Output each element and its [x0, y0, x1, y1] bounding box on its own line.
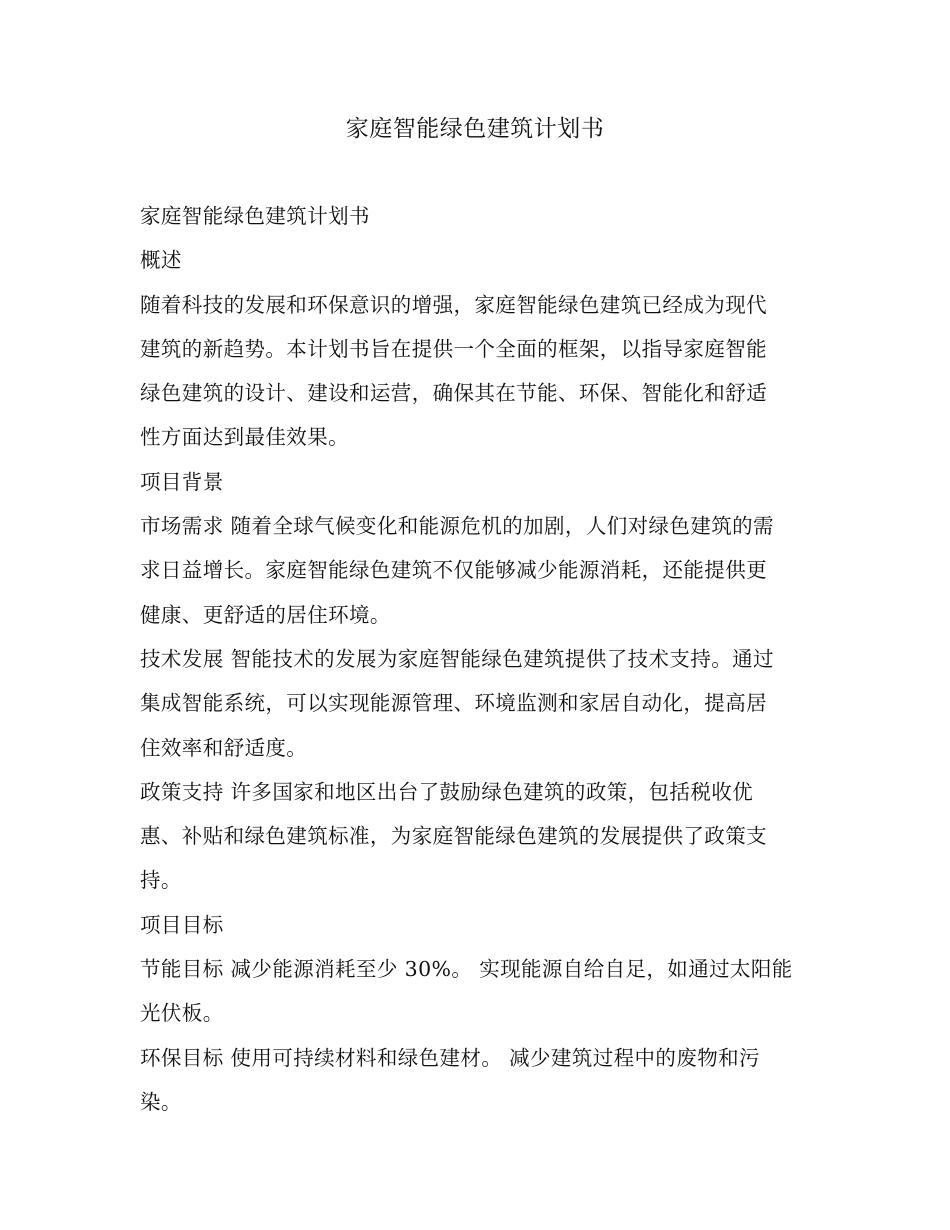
paragraph-line: 求日益增长。家庭智能绿色建筑不仅能够减少能源消耗，还能提供更	[140, 558, 767, 583]
document-body	[140, 194, 810, 1124]
paragraph-line: 染。	[140, 1089, 182, 1114]
section-heading-goals: 项目目标	[140, 912, 224, 937]
paragraph-line: 技术发展 智能技术的发展为家庭智能绿色建筑提供了技术支持。通过	[140, 646, 774, 671]
body-heading: 家庭智能绿色建筑计划书	[140, 204, 370, 228]
document-title: 家庭智能绿色建筑计划书	[345, 116, 605, 142]
paragraph-line: 政策支持 许多国家和地区出台了鼓励绿色建筑的政策，包括税收优	[140, 779, 754, 804]
section-heading-overview: 概述	[140, 248, 182, 273]
paragraph-line: 持。	[140, 868, 182, 893]
paragraph-line: 惠、补贴和绿色建筑标准，为家庭智能绿色建筑的发展提供了政策支	[140, 824, 767, 849]
paragraph-line: 环保目标 使用可持续材料和绿色建材。 减少建筑过程中的废物和污	[140, 1045, 760, 1070]
paragraph-line: 建筑的新趋势。本计划书旨在提供一个全面的框架，以指导家庭智能	[140, 336, 767, 361]
paragraph-line: 随着科技的发展和环保意识的增强，家庭智能绿色建筑已经成为现代	[140, 292, 767, 317]
paragraph-line: 市场需求 随着全球气候变化和能源危机的加剧，人们对绿色建筑的需	[140, 514, 774, 539]
paragraph-line: 健康、更舒适的居住环境。	[140, 602, 391, 627]
paragraph-line: 绿色建筑的设计、建设和运营，确保其在节能、环保、智能化和舒适	[140, 381, 767, 406]
paragraph-line: 集成智能系统，可以实现能源管理、环境监测和家居自动化，提高居	[140, 691, 767, 716]
paragraph-line: 住效率和舒适度。	[140, 735, 308, 760]
paragraph-line: 节能目标 减少能源消耗至少 30%。 实现能源自给自足，如通过太阳能	[140, 957, 793, 982]
paragraph-line: 性方面达到最佳效果。	[140, 425, 349, 450]
section-heading-background: 项目背景	[140, 469, 224, 494]
paragraph-line: 光伏板。	[140, 1001, 224, 1026]
